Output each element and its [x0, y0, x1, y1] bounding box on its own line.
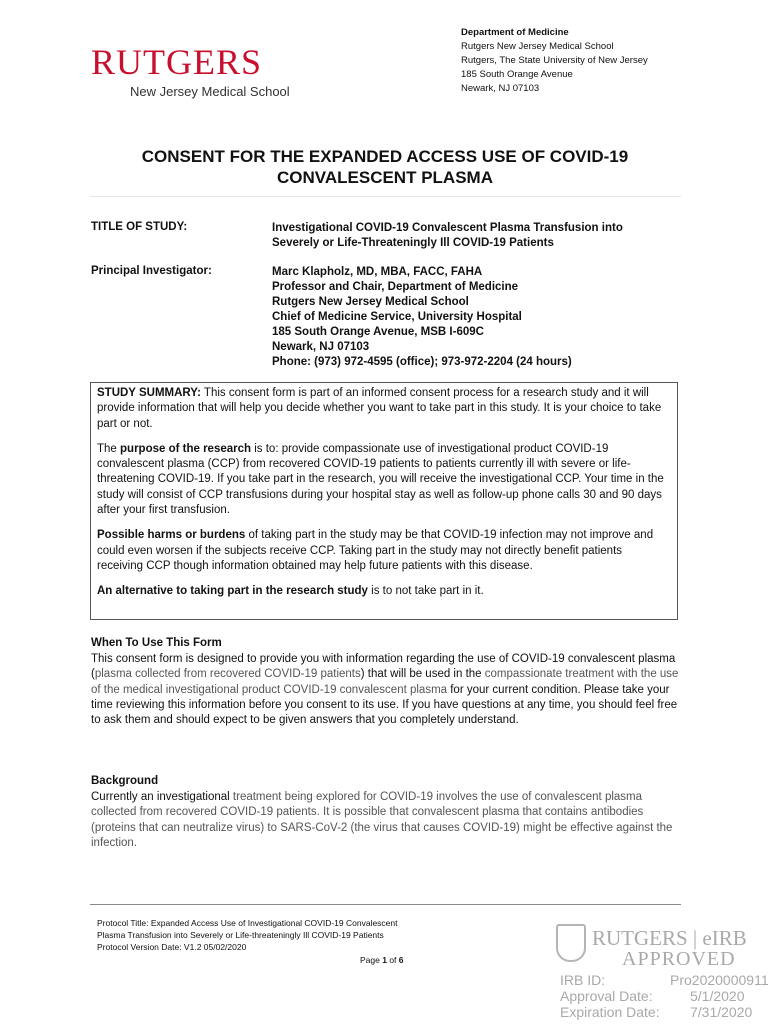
harms-paragraph: Possible harms or burdens of taking part in the study may be that COVID-19 infection may not improve and could even worsen if the subjects receive CCP. Taking part in the study may not directly benefit patients receiving CCP though information obtained may help future patients with this disease.: [97, 529, 654, 572]
rutgers-logo-subtitle: New Jersey Medical School: [130, 84, 290, 99]
footer-divider: [90, 904, 681, 905]
irb-approved-label: APPROVED: [622, 948, 736, 970]
study-title-value: Investigational COVID-19 Convalescent Plasma Transfusion into Severely or Life-Threateningly Ill COVID-19 Patients: [272, 222, 623, 249]
irb-id-row: IRB ID: Pro2020000911: [560, 972, 769, 988]
alternative-paragraph: An alternative to taking part in the research study is to not take part in it.: [97, 585, 484, 598]
background-paragraph: Currently an investigational treatment being explored for COVID-19 involves the use of convalescent plasma collected from recovered COVID-19 patients. It is possible that convalescent plasma that contains antibodies (proteins that can neutralize virus) to SARS-CoV-2 (the virus that causes COVID-19) might be effective against the infection.: [91, 791, 673, 849]
title-divider: [90, 196, 681, 197]
department-line: 185 South Orange Avenue: [461, 69, 573, 80]
document-title: CONSENT FOR THE EXPANDED ACCESS USE OF COVID-19 CONVALESCENT PLASMA: [141, 147, 629, 187]
summary-paragraph: STUDY SUMMARY: This consent form is part of an informed consent process for a research study and it will provide information that will help you decide whether you want to take part in this study. It is your choice to take part or not.: [97, 387, 662, 430]
department-line: Rutgers, The State University of New Jersey: [461, 55, 648, 66]
irb-approval-stamp: [552, 918, 770, 1024]
pi-label: Principal Investigator:: [91, 265, 212, 277]
shield-icon: [556, 924, 586, 962]
page-number: Page 1 of 6: [360, 955, 404, 965]
when-to-use-paragraph: This consent form is designed to provide you with information regarding the use of COVID-19 convalescent plasma (plasma collected from recovered COVID-19 patients) that will be used in the compassionate treatment with the use of the medical investigational product COVID-19 convalescent plasma for your current condition. Please take your time reviewing this information before you consent to its use. If you have questions at any time, you should feel free to ask them and should expect to be given answers that you completely understand.: [91, 653, 679, 727]
department-line: Newark, NJ 07103: [461, 83, 540, 94]
study-title-label: TITLE OF STUDY:: [91, 221, 188, 233]
irb-approval-row: Approval Date: 5/1/2020: [560, 988, 745, 1004]
study-summary-box: [90, 382, 678, 620]
irb-expiration-row: Expiration Date: 7/31/2020: [560, 1004, 753, 1020]
protocol-footer: Protocol Title: Expanded Access Use of Investigational COVID-19 Convalescent Plasma Transfusion into Severely or Life-threateningly Ill COVID-19 Patients Protocol Version Date: V1.2 05/02/2020: [97, 918, 398, 952]
when-to-use-heading: When To Use This Form: [91, 637, 222, 649]
background-heading: Background: [91, 775, 159, 787]
irb-stamp-title: RUTGERS | eIRB: [592, 926, 747, 950]
pi-details: Marc Klapholz, MD, MBA, FACC, FAHA Professor and Chair, Department of Medicine Rutgers New Jersey Medical School Chief of Medicine Service, University Hospital 185 South Orange Avenue, MSB I-609C Newark, NJ 07103 Phone: (973) 972-4595 (office); 973-972-2204 (24 hours): [272, 266, 572, 368]
department-address: [461, 26, 648, 96]
rutgers-logo-wordmark: RUTGERS: [91, 42, 263, 82]
department-line: Rutgers New Jersey Medical School: [461, 41, 614, 52]
purpose-paragraph: The purpose of the research is to: provide compassionate use of investigational product COVID-19 convalescent plasma (CCP) from recovered COVID-19 patients to patients currently ill with severe or life-threatening COVID-19. If you take part in the research, you will receive the investigational CCP. Your time in the study will consist of CCP transfusions during your hospital stay as well as follow-up phone calls 30 and 90 days after your first transfusion.: [97, 442, 664, 517]
department-name: Department of Medicine: [461, 27, 569, 38]
